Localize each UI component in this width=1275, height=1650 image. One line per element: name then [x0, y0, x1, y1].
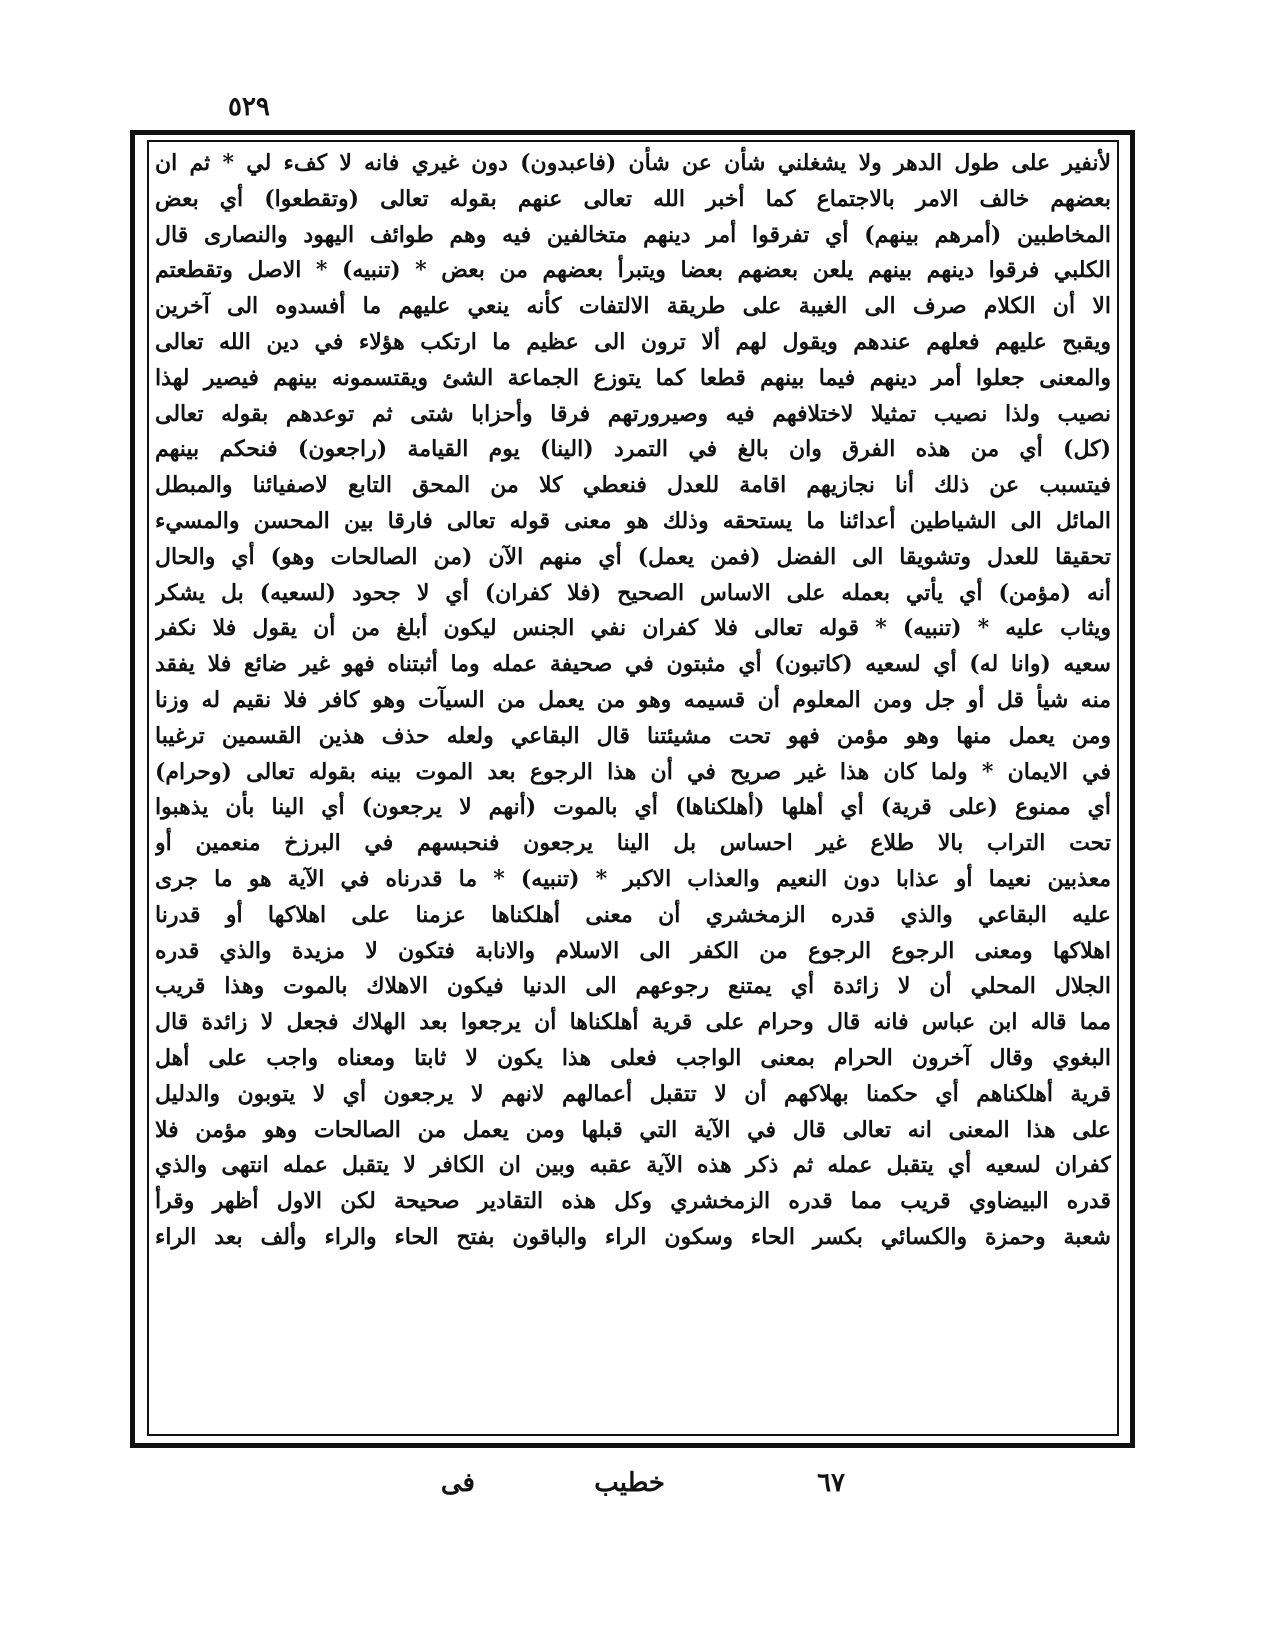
signature-part: فی [440, 1468, 475, 1498]
text-line: في الايمان * ولما كان هذا غير صريح في أن هذا الرجوع بعد الموت بينه بقوله تعالى (وحرام) [155, 758, 1111, 785]
page-number: ٥٢٩ [228, 92, 270, 122]
text-line: ويقبح عليهم فعلهم عندهم ويقول لهم ألا ترون الى عظيم ما ارتكب هؤلاء في دين الله تعالى [155, 328, 1111, 355]
text-line: البغوي وقال آخرون الحرام بمعنى الواجب فعلى هذا يكون لا ثابتا ومعناه واجب على أهل [155, 1044, 1111, 1071]
text-line: أي ممنوع (على قرية) أي أهلها (أهلكناها) أي بالموت (أنهم لا يرجعون) أي الينا بأن يذهبوا [155, 794, 1111, 821]
text-line: والمعنى جعلوا أمر دينهم فيما بينهم قطعا كما يتوزع الجماعة الشئ ويقتسمونه بينهم فيصير لهذا [155, 364, 1111, 391]
text-line: سعيه (وانا له) أي لسعيه (كاتبون) أي مثبتون في صحيفة عمله وما أثبتناه فهو غير ضائع فلا يفقد [155, 651, 1111, 678]
text-line: معذبين نعيما أو عذابا دون النعيم والعذاب الاكبر * (تنبيه) * ما قدرناه في الآية هو ما جرى [155, 865, 1111, 892]
text-line: كفران لسعيه أي يتقبل عمله ثم ذكر هذه الآية عقبه وبين ان الكافر لا يتقبل عمله انتهى والذي [155, 1152, 1111, 1179]
signature-title: خطیب [594, 1468, 665, 1498]
text-line: تحت التراب بالا طلاع غير احساس بل الينا يرجعون فنحبسهم في البرزخ منعمين أو [155, 830, 1111, 857]
text-line: فيتسبب عن ذلك أنا نجازيهم اقامة للعدل فنعطي كلا من المحق التابع لاصفيائنا والمبطل [155, 472, 1111, 499]
text-line: عليه البقاعي والذي قدره الزمخشري أن معنى أهلكناها عزمنا على اهلاكها أو قدرنا [155, 901, 1111, 928]
text-line: ومن يعمل منها وهو مؤمن فهو تحت مشيئتنا قال البقاعي ولعله حذف هذين القسمين ترغيبا [155, 722, 1111, 749]
text-line: أنه (مؤمن) أي يأتي بعمله على الاساس الصحيح (فلا كفران) أي لا جحود (لسعيه) بل يشكر [155, 579, 1111, 606]
text-line: الكلبي فرقوا دينهم بينهم يلعن بعضهم بعضا ويتبرأ بعضهم من بعض * (تنبيه) * الاصل وتقطعتم [155, 257, 1111, 284]
text-line: شعبة وحمزة والكسائي بكسر الحاء وسكون الراء والباقون بفتح الحاء والراء وألف بعد الراء [155, 1223, 1111, 1250]
text-line: المخاطبين (أمرهم بينهم) أي تفرقوا أمر دينهم متخالفين فيه وهم طوائف اليهود والنصارى قال [155, 221, 1111, 248]
text-line: بعضهم خالف الامر بالاجتماع كما أخبر الله تعالى عنهم بقوله تعالى (وتقطعوا) أي بعض [155, 185, 1111, 212]
text-line: قدره البيضاوي قريب مما قدره الزمخشري وكل هذه التقادير صحيحة لكن الاول أظهر وقرأ [155, 1188, 1111, 1215]
text-line: نصيب ولذا نصيب تمثيلا لاختلافهم فيه وصيرورتهم فرقا وأحزابا شتى ثم توعدهم بقوله تعالى [155, 400, 1111, 427]
text-line: المائل الى الشياطين أعدائنا ما يستحقه وذلك هو معنى قوله تعالى فارقا بين المحسن والمسيء [155, 507, 1111, 534]
text-line: لأنفير على طول الدهر ولا يشغلني شأن عن شأن (فاعبدون) دون غيري فانه لا كفء لي * ثم ان [155, 150, 1111, 176]
text-line: الا أن الكلام صرف الى الغيبة على طريقة الالتفات كأنه ينعي عليهم ما أفسدوه الى آخرين [155, 293, 1111, 320]
signature-number: ٦٧ [817, 1468, 845, 1498]
text-line: ويثاب عليه * (تنبيه) * قوله تعالى فلا كفران نفي الجنس ليكون أبلغ من أن يقول فلا نكفر [155, 615, 1111, 642]
page-footer [0, 1468, 1275, 1518]
text-line: على هذا المعنى انه تعالى قال في الآية التي قبلها ومن يعمل من الصالحات وهو مؤمن فلا [155, 1116, 1111, 1143]
text-line: الجلال المحلي أن لا زائدة أي يمتنع رجوعهم الى الدنيا فيكون الاهلاك بالموت وهذا قريب [155, 973, 1111, 1000]
text-line: مما قاله ابن عباس فانه قال وحرام على قرية أهلكناها أن يرجعوا بعد الهلاك فجعل لا زائدة قال [155, 1009, 1111, 1036]
text-line: منه شيأ قل أو جل ومن المعلوم أن قسيمه وهو من يعمل من السيآت وهو كافر فلا نقيم له وزنا [155, 686, 1111, 713]
text-line: تحقيقا للعدل وتشويقا الى الفضل (فمن يعمل) أي منهم الآن (من الصالحات وهو) أي والحال [155, 543, 1111, 570]
main-text-block [155, 146, 1111, 1430]
text-line: (كل) أي من هذه الفرق وان بالغ في التمرد (الينا) يوم القيامة (راجعون) فنحكم بينهم [155, 436, 1111, 463]
text-line: اهلاكها ومعنى الرجوع الرجوع من الكفر الى الاسلام والانابة فتكون لا مزيدة والذي قدره [155, 937, 1111, 964]
text-line: قرية أهلكناهم أي حكمنا بهلاكهم أن لا تتقبل أعمالهم لانهم لا يرجعون أي لا يتوبون والدليل [155, 1080, 1111, 1107]
